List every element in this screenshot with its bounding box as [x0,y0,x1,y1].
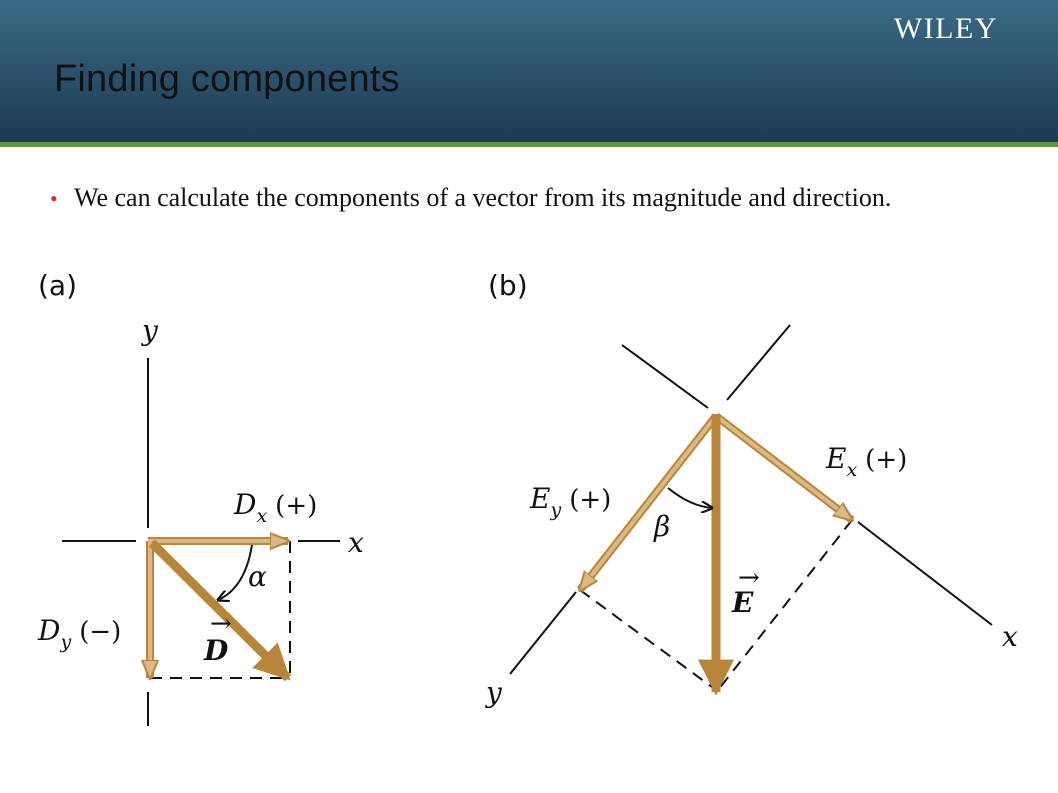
panel-a-vector-label: D [204,634,229,667]
panel-a-y-axis-label: y [142,314,158,347]
panel-b-dashed-left [580,590,716,690]
panel-b-angle-arc [668,488,712,508]
panel-b-y-component-label: Ey (+) [530,482,612,521]
wiley-logo: WILEY [893,12,998,45]
panel-a-vector-arrow-accent: → [210,609,232,639]
panel-b-angle-label: β [654,510,671,543]
panel-b-axis-upper-right [727,325,790,400]
panel-a-angle-label: α [248,560,267,593]
slide-title: Finding components [54,58,400,100]
panel-b-y-axis-label: y [486,676,502,709]
panel-b-label: (b) [488,269,528,302]
panel-b-x-component-label: Ex (+) [826,442,908,481]
header-rule [0,142,1058,147]
panel-b-y-axis [510,592,576,674]
panel-b-vector-label: E [732,586,754,619]
panel-b [484,269,1018,709]
panel-a-x-axis-label: x [348,526,364,559]
bullet-icon: • [50,186,58,211]
panel-b-vector-arrow-accent: → [738,563,760,593]
panel-a [37,269,364,726]
panel-a-y-component-label: Dy (−) [38,614,122,653]
vector-components-figure [0,255,1058,793]
panel-a-angle-arc [218,545,252,600]
panel-b-x-axis-label: x [1002,620,1018,653]
panel-a-label: (a) [38,269,78,302]
panel-b-axis-upper-left [622,345,708,408]
panel-b-x-axis [858,522,992,625]
bullet-text: We can calculate the components of a vector from its magnitude and direction. [74,183,892,212]
panel-a-x-component-label: Dx (+) [234,488,318,527]
